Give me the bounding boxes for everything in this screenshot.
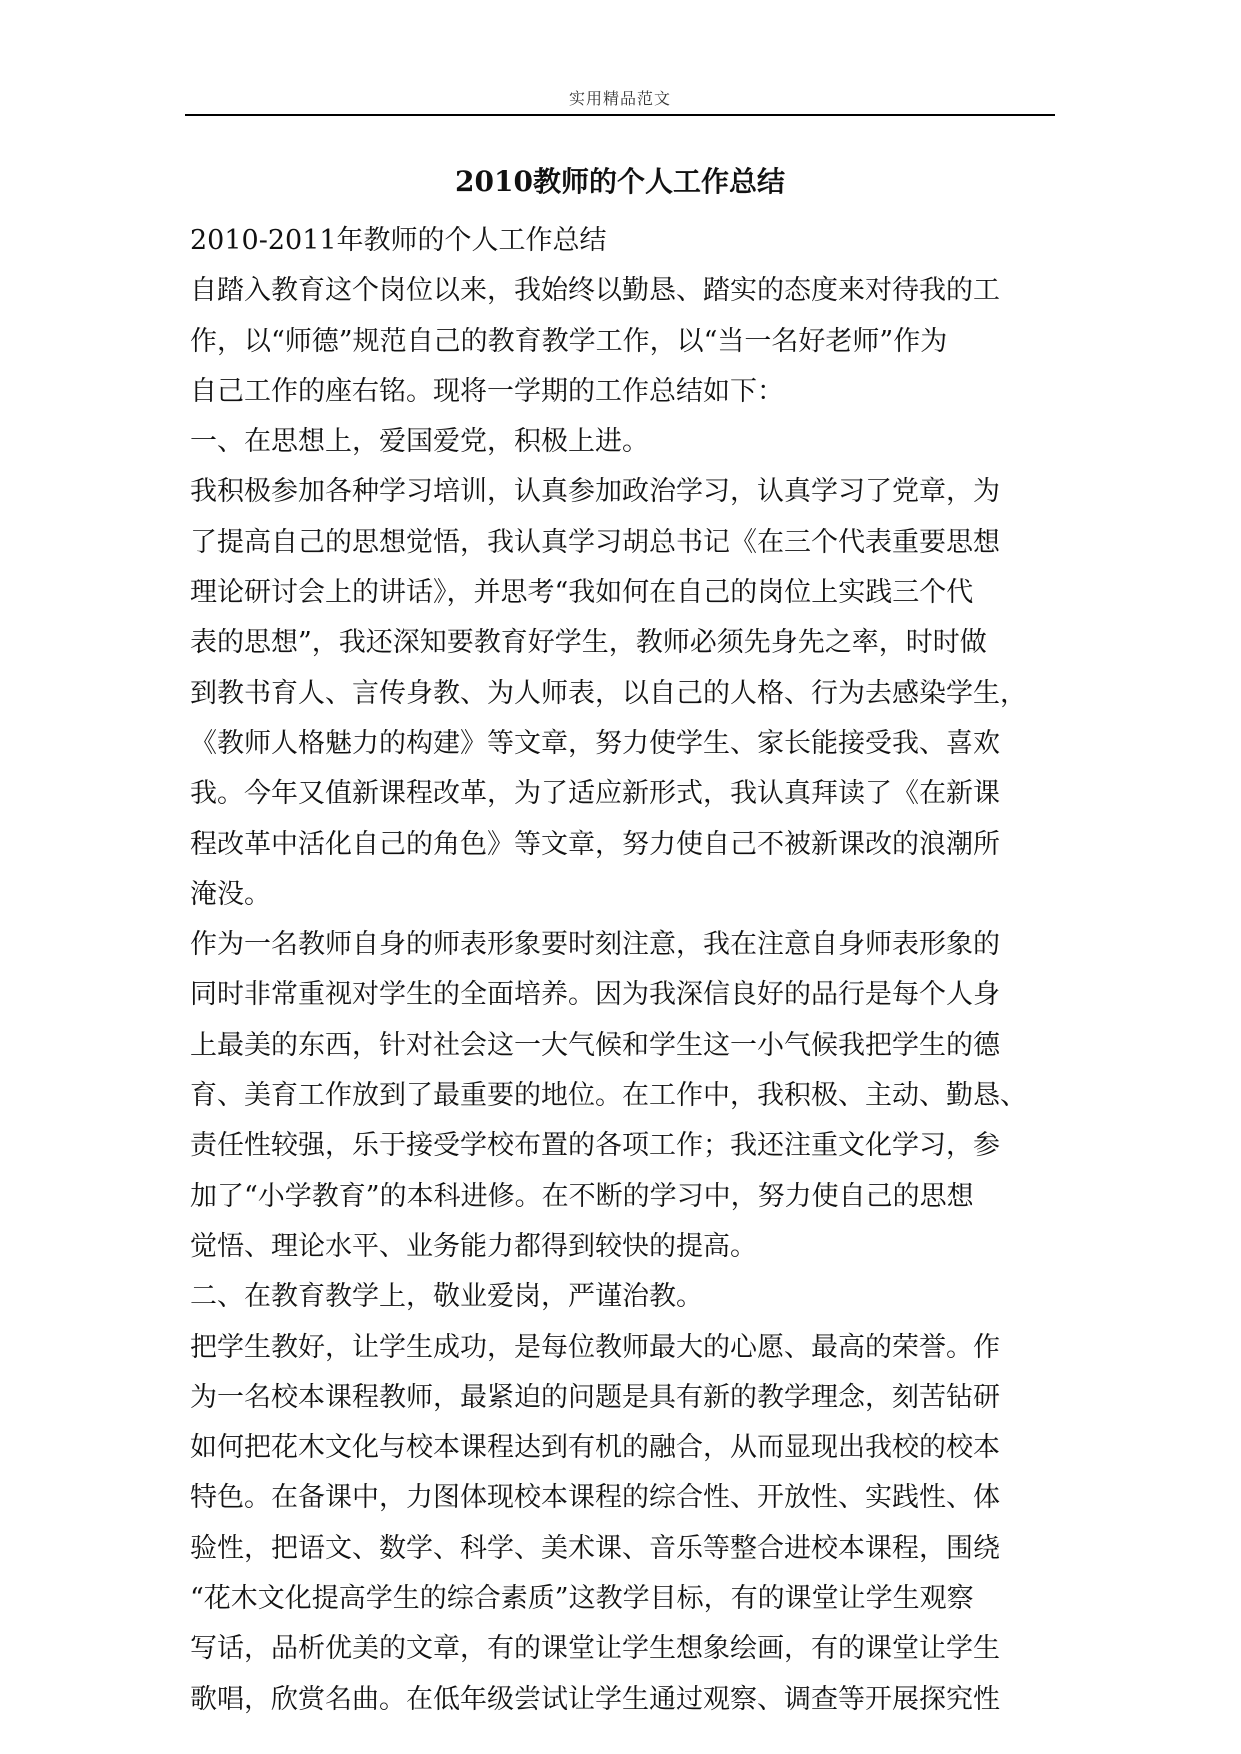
text-line: 我。今年又值新课程改革，为了适应新形式，我认真拜读了《在新课 bbox=[190, 778, 1000, 810]
text-line: 二、在教育教学上，敬业爱岗，严谨治教。 bbox=[190, 1281, 703, 1313]
document-body bbox=[190, 216, 1060, 1725]
text-line: “花木文化提高学生的综合素质”这教学目标，有的课堂让学生观察 bbox=[190, 1583, 974, 1615]
text-line: 了提高自己的思想觉悟，我认真学习胡总书记《在三个代表重要思想 bbox=[190, 526, 1000, 558]
text-line: 为一名校本课程教师，最紧迫的问题是具有新的教学理念，刻苦钻研 bbox=[190, 1381, 1000, 1413]
text-line: 上最美的东西，针对社会这一大气候和学生这一小气候我把学生的德 bbox=[190, 1029, 1000, 1061]
text-line: 自踏入教育这个岗位以来，我始终以勤恳、踏实的态度来对待我的工 bbox=[190, 275, 1000, 307]
header-rule bbox=[185, 114, 1055, 116]
text-line: 加了“小学教育”的本科进修。在不断的学习中，努力使自己的思想 bbox=[190, 1180, 974, 1212]
text-line: 自己工作的座右铭。现将一学期的工作总结如下： bbox=[190, 375, 784, 407]
text-line: 淹没。 bbox=[190, 878, 271, 910]
text-line: 作为一名教师自身的师表形象要时刻注意，我在注意自身师表形象的 bbox=[190, 929, 1000, 961]
text-line: 2010-2011年教师的个人工作总结 bbox=[190, 225, 607, 256]
text-line: 到教书育人、言传身教、为人师表，以自己的人格、行为去感染学生， bbox=[190, 677, 1027, 709]
text-line: 育、美育工作放到了最重要的地位。在工作中，我积极、主动、勤恳、 bbox=[190, 1080, 1027, 1112]
text-line: 验性，把语文、数学、科学、美术课、音乐等整合进校本课程，围绕 bbox=[190, 1532, 1000, 1564]
text-line: 歌唱，欣赏名曲。在低年级尝试让学生通过观察、调查等开展探究性 bbox=[190, 1683, 1000, 1715]
text-line: 特色。在备课中，力图体现校本课程的综合性、开放性、实践性、体 bbox=[190, 1482, 1000, 1514]
text-line: 如何把花木文化与校本课程达到有机的融合，从而显现出我校的校本 bbox=[190, 1432, 1000, 1464]
text-line: 同时非常重视对学生的全面培养。因为我深信良好的品行是每个人身 bbox=[190, 979, 1000, 1011]
page-header: 实用精品范文 bbox=[568, 89, 671, 108]
text-line: 把学生教好，让学生成功，是每位教师最大的心愿、最高的荣誉。作 bbox=[190, 1331, 1000, 1363]
text-line: 我积极参加各种学习培训，认真参加政治学习，认真学习了党章，为 bbox=[190, 476, 1000, 508]
document-title: 2010教师的个人工作总结 bbox=[455, 165, 785, 198]
text-line: 表的思想”，我还深知要教育好学生，教师必须先身先之率，时时做 bbox=[190, 627, 987, 659]
text-line: 一、在思想上，爱国爱党，积极上进。 bbox=[190, 426, 649, 458]
text-line: 作，以“师德”规范自己的教育教学工作，以“当一名好老师”作为 bbox=[190, 325, 948, 357]
text-line: 理论研讨会上的讲话》，并思考“我如何在自己的岗位上实践三个代 bbox=[190, 577, 974, 609]
text-line: 写话，品析优美的文章，有的课堂让学生想象绘画，有的课堂让学生 bbox=[190, 1633, 1000, 1665]
text-line: 程改革中活化自己的角色》等文章，努力使自己不被新课改的浪潮所 bbox=[190, 828, 1000, 860]
text-line: 责任性较强，乐于接受学校布置的各项工作；我还注重文化学习，参 bbox=[190, 1130, 1000, 1162]
text-line: 《教师人格魅力的构建》等文章，努力使学生、家长能接受我、喜欢 bbox=[190, 727, 1000, 759]
text-line: 觉悟、理论水平、业务能力都得到较快的提高。 bbox=[190, 1230, 757, 1262]
